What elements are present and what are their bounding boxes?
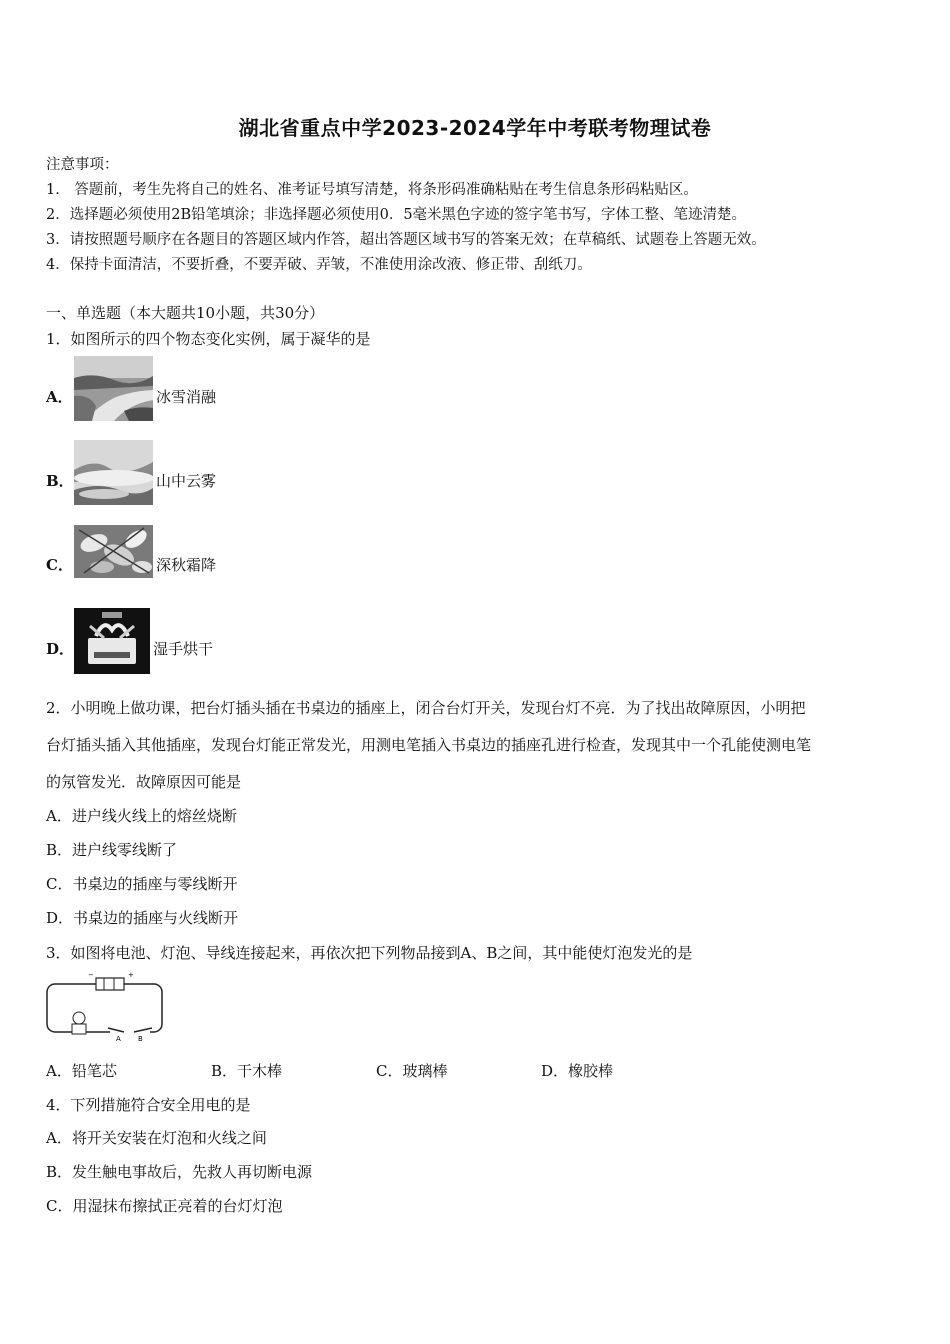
notice-heading: 注意事项： [46, 157, 119, 173]
q2-option-b: B．进户线零线断了 [46, 841, 178, 859]
mountain-fog-photo [74, 440, 153, 505]
q1-option-d-letter: D． [46, 640, 75, 658]
q1-option-a-letter: A． [46, 388, 73, 406]
circuit-label-b: B [138, 1035, 143, 1042]
q2-stem-line-1: 2．小明晚上做功课，把台灯插头插在书桌边的插座上，闭合台灯开关，发现台灯不亮．为了找出故障原因，小明把 [46, 699, 806, 717]
q1-option-b-text: 山中云雾 [156, 472, 217, 490]
q1-option-d-text: 湿手烘干 [153, 640, 214, 658]
q2-option-d: D．书桌边的插座与火线断开 [46, 909, 239, 927]
q3-option-c: C．玻璃棒 [376, 1062, 448, 1080]
q4-stem: 4．下列措施符合安全用电的是 [46, 1096, 251, 1114]
notice-item-3: 3．请按照题号顺序在各题目的答题区域内作答，超出答题区域书写的答案无效；在草稿纸、试题卷上答题无效。 [46, 232, 766, 248]
page-title: 湖北省重点中学2023-2024学年中考联考物理试卷 [238, 116, 712, 140]
q3-option-a: A．铅笔芯 [46, 1062, 117, 1080]
svg-text:+: + [128, 971, 134, 979]
q2-stem-line-3: 的氖管发光．故障原因可能是 [46, 773, 242, 791]
svg-text:−: − [88, 971, 94, 979]
circuit-diagram [44, 970, 166, 1042]
q2-stem-line-2: 台灯插头插入其他插座，发现台灯能正常发光，用测电笔插入书桌边的插座孔进行检查，发现其中一个孔能使测电笔 [46, 736, 812, 754]
q4-option-a: A．将开关安装在灯泡和火线之间 [46, 1129, 267, 1147]
snow-melt-photo [74, 356, 153, 421]
section-heading: 一、单选题（本大题共10小题，共30分） [46, 304, 325, 322]
q2-option-c: C．书桌边的插座与零线断开 [46, 875, 238, 893]
q1-option-b-letter: B． [46, 472, 74, 490]
circuit-label-a: A [116, 1035, 121, 1042]
q1-stem: 1．如图所示的四个物态变化实例，属于凝华的是 [46, 330, 371, 348]
q3-option-d: D．橡胶棒 [541, 1062, 614, 1080]
frost-photo [74, 525, 153, 578]
notice-item-4: 4．保持卡面清洁，不要折叠，不要弄破、弄皱，不准使用涂改液、修正带、刮纸刀。 [46, 257, 592, 273]
q3-option-b: B．干木棒 [211, 1062, 283, 1080]
q1-option-c-letter: C． [46, 556, 73, 574]
notice-item-2: 2．选择题必须使用2B铅笔填涂；非选择题必须使用0．5毫米黑色字迹的签字笔书写，字体工整、笔迹清楚。 [46, 207, 747, 223]
hand-dryer-photo [74, 608, 150, 674]
q2-option-a: A．进户线火线上的熔丝烧断 [46, 807, 237, 825]
q1-option-c-text: 深秋霜降 [156, 556, 217, 574]
q1-option-a-text: 冰雪消融 [156, 388, 217, 406]
q3-stem: 3．如图将电池、灯泡、导线连接起来，再依次把下列物品接到A、B之间，其中能使灯泡发光的是 [46, 944, 693, 962]
q4-option-c: C．用湿抹布擦拭正亮着的台灯灯泡 [46, 1197, 283, 1215]
notice-item-1: 1． 答题前，考生先将自己的姓名、准考证号填写清楚，将条形码准确粘贴在考生信息条形码粘贴区。 [46, 182, 698, 198]
q4-option-b: B．发生触电事故后，先救人再切断电源 [46, 1163, 313, 1181]
